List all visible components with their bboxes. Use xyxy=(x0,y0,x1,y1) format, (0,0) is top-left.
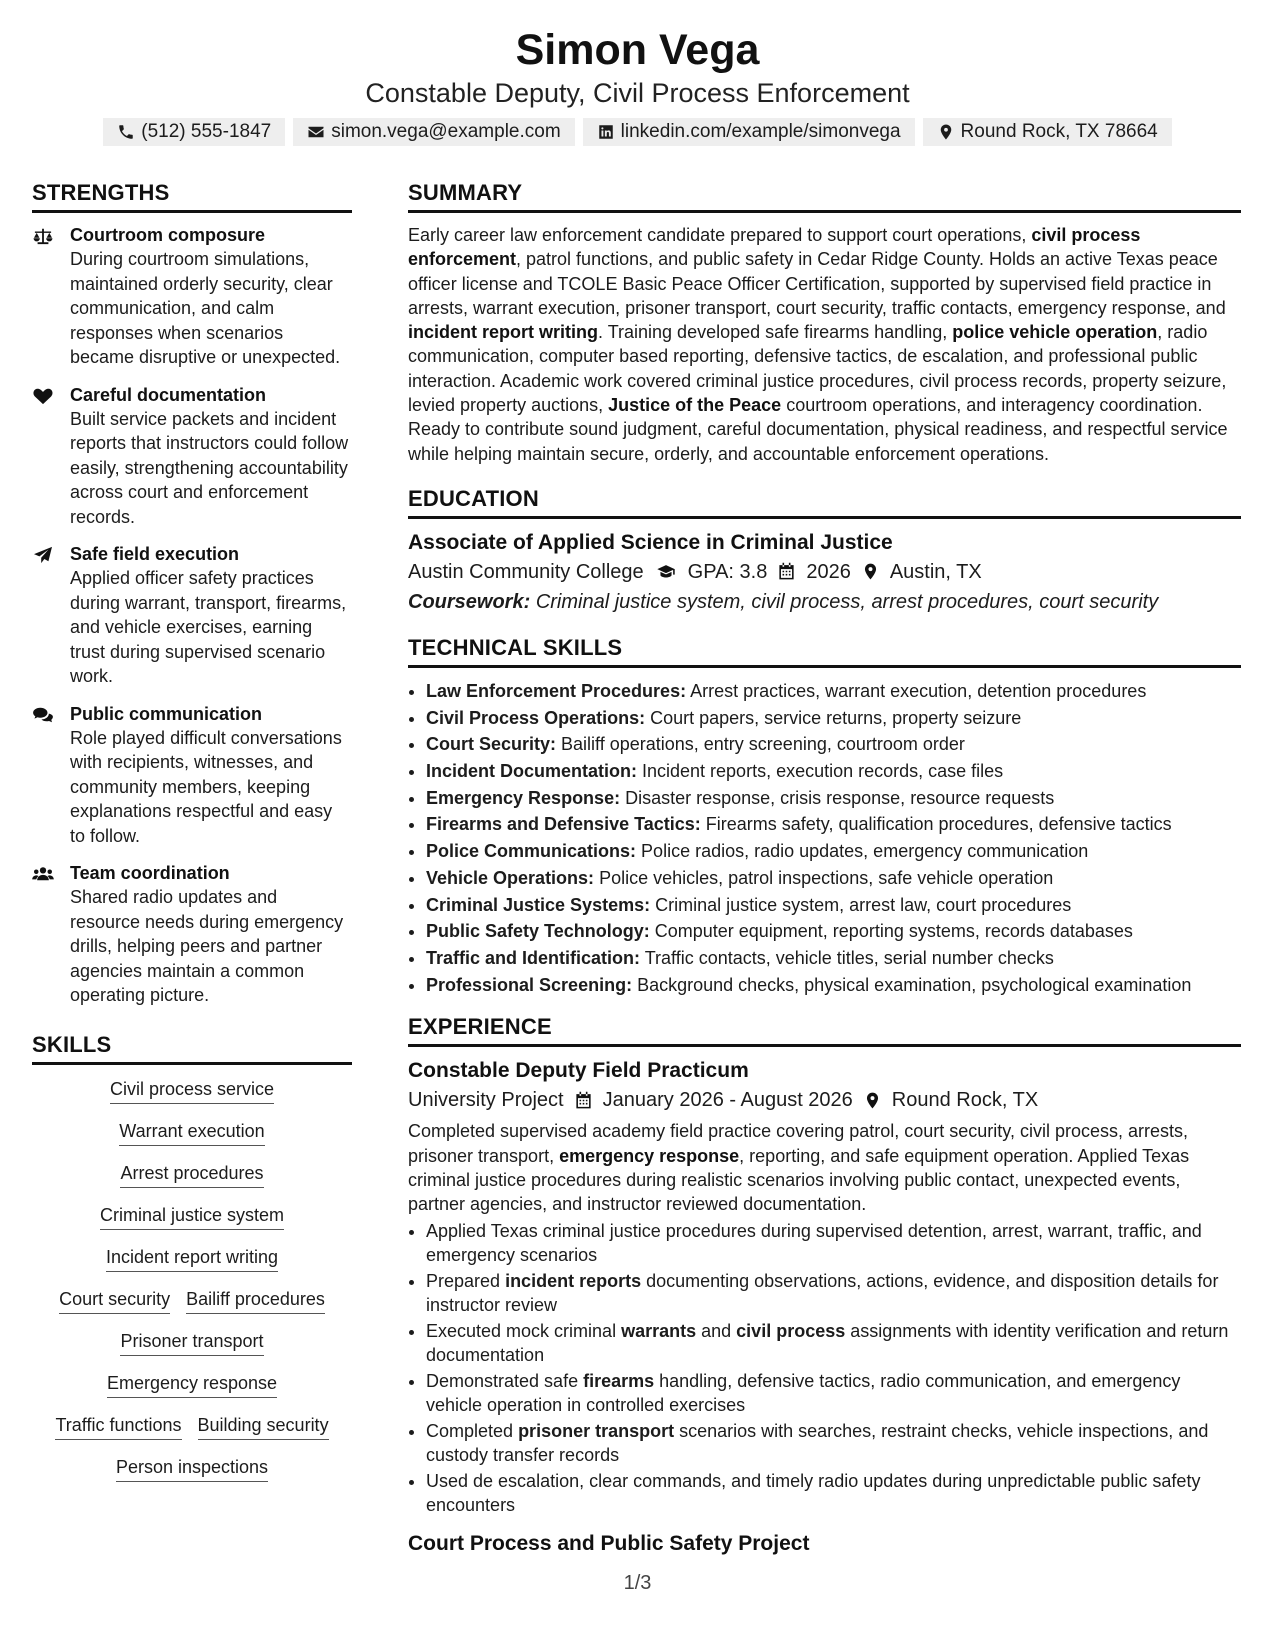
skill-tag: Arrest procedures xyxy=(120,1161,263,1188)
job-dates: January 2026 - August 2026 xyxy=(602,1089,853,1112)
job-title: Constable Deputy Field Practicum xyxy=(408,1059,749,1083)
job-bullet xyxy=(426,1419,1241,1468)
strength-description: Built service packets and incident reports that instructors could follow easily, strengthening accountability across court and enforcement records. xyxy=(70,408,349,527)
skill-row xyxy=(32,1077,352,1104)
emphasis-text: police vehicle operation xyxy=(952,322,1158,343)
candidate-title: Constable Deputy, Civil Process Enforcement xyxy=(365,78,910,108)
technical-skill-item xyxy=(426,785,1241,812)
school-location: Austin, TX xyxy=(889,560,982,583)
calendar-icon xyxy=(777,562,796,581)
job-bullets xyxy=(408,1219,1241,1518)
paper-plane-icon xyxy=(32,546,54,564)
coursework-label: Coursework: xyxy=(408,590,531,613)
technical-skill-label: Emergency Response: xyxy=(426,787,621,808)
strength-item xyxy=(32,223,352,370)
emphasis-text: civil process enforcement xyxy=(408,225,1141,270)
technical-skill-item xyxy=(426,705,1241,732)
technical-skill-label: Public Safety Technology: xyxy=(426,921,650,942)
job-bullet xyxy=(426,1469,1241,1518)
education-heading: EDUCATION xyxy=(408,484,1241,519)
job-bullet xyxy=(426,1369,1241,1418)
emphasis-text: emergency response xyxy=(559,1145,740,1166)
contact-text: simon.vega@example.com xyxy=(331,121,561,142)
technical-skill-item xyxy=(426,758,1241,785)
summary-text xyxy=(408,223,1241,466)
text-segment: Prepared xyxy=(426,1270,506,1291)
education-meta xyxy=(408,557,1241,587)
strength-item xyxy=(32,702,352,849)
text-segment: , patrol functions, and public safety in Cedar Ridge County. Holds an active Texas peace officer license and TCOLE Basic Peace Officer Certification, supported by supervised field practice in arrests, warrant execution, prisoner transport, court security, traffic contacts, emergency response, and xyxy=(408,249,1226,318)
text-segment: , reporting, and safe equipment operation. Applied Texas criminal justice procedures during realistic scenarios involving public contact, unexpected events, partner agencies, and instructor reviewed documentation. xyxy=(408,1145,1190,1215)
technical-skill-label: Incident Documentation: xyxy=(426,761,637,782)
technical-skill-value: Police radios, radio updates, emergency communication xyxy=(636,841,1089,862)
skill-tag: Bailiff procedures xyxy=(186,1287,325,1314)
comments-icon xyxy=(32,706,54,724)
skills-list xyxy=(32,1077,352,1482)
technical-skills-list xyxy=(408,678,1241,998)
strength-description: Applied officer safety practices during warrant, transport, firearms, and vehicle exercises, earning trust during supervised scenario work. xyxy=(70,568,347,686)
text-segment: Applied Texas criminal justice procedures during supervised detention, arrest, warrant, traffic, and emergency scenarios xyxy=(426,1220,1202,1265)
technical-skill-label: Firearms and Defensive Tactics: xyxy=(426,814,701,835)
emphasis-text: prisoner transport xyxy=(518,1420,675,1441)
contact-text: linkedin.com/example/simonvega xyxy=(620,121,901,142)
candidate-name: Simon Vega xyxy=(515,26,760,74)
emphasis-text: firearms xyxy=(583,1370,655,1391)
school-name: Austin Community College xyxy=(408,560,644,583)
strength-title: Safe field execution xyxy=(70,544,240,564)
technical-skill-value: Traffic contacts, vehicle titles, serial number checks xyxy=(640,948,1054,968)
strength-title: Careful documentation xyxy=(70,384,267,405)
summary-heading: SUMMARY xyxy=(408,178,1241,213)
heart-icon xyxy=(32,387,54,405)
technical-skill-label: Civil Process Operations: xyxy=(426,707,646,728)
resume-header xyxy=(0,24,1275,146)
job-bullet xyxy=(426,1319,1241,1368)
strength-title: Team coordination xyxy=(70,863,230,883)
right-column xyxy=(408,178,1241,1558)
envelope-icon xyxy=(307,123,325,141)
technical-skill-value: Computer equipment, reporting systems, records databases xyxy=(649,921,1133,942)
text-segment: handling, defensive tactics, radio communication, and emergency vehicle operation in controlled exercises xyxy=(426,1370,1181,1416)
coursework-list: Criminal justice system, civil process, arrest procedures, court security xyxy=(535,590,1159,613)
text-segment: Early career law enforcement candidate prepared to support court operations, xyxy=(408,225,1032,245)
contact-phone[interactable] xyxy=(103,118,285,146)
linkedin-icon xyxy=(597,123,615,141)
emphasis-text: civil process xyxy=(736,1320,846,1341)
skills-heading: SKILLS xyxy=(32,1030,352,1065)
technical-skill-value: Background checks, physical examination, psychological examination xyxy=(632,974,1192,995)
skill-tag: Warrant execution xyxy=(119,1119,264,1146)
gpa: GPA: 3.8 xyxy=(687,560,768,583)
job-meta xyxy=(408,1085,1241,1115)
strength-item xyxy=(32,383,352,530)
skill-tag: Incident report writing xyxy=(106,1245,278,1272)
contact-email[interactable] xyxy=(293,118,574,146)
balance-scale-icon xyxy=(32,227,54,245)
skill-row xyxy=(32,1203,352,1230)
strength-title: Public communication xyxy=(70,703,263,724)
technical-skill-item xyxy=(426,678,1241,705)
skill-tag: Person inspections xyxy=(116,1455,268,1482)
technical-skill-item xyxy=(426,972,1241,999)
technical-skill-item xyxy=(426,945,1241,972)
technical-skill-value: Police vehicles, patrol inspections, safe vehicle operation xyxy=(594,867,1054,888)
text-segment: , radio communication, computer based reporting, defensive tactics, de escalation, and professional public interaction. Academic work covered criminal justice procedures, civil process records, property seizure, levied property auctions, xyxy=(408,322,1227,416)
text-segment: and xyxy=(696,1320,737,1341)
skill-row xyxy=(32,1455,352,1482)
skill-tag: Emergency response xyxy=(107,1371,277,1398)
experience-heading: EXPERIENCE xyxy=(408,1012,1241,1047)
job-location: Round Rock, TX xyxy=(891,1089,1039,1112)
skill-tag: Traffic functions xyxy=(55,1413,181,1440)
technical-skill-value: Court papers, service returns, property seizure xyxy=(645,707,1022,728)
job-title: Court Process and Public Safety Project xyxy=(408,1531,810,1555)
text-segment: scenarios with searches, restraint checks, vehicle inspections, and custody transfer records xyxy=(426,1420,1209,1466)
skill-row xyxy=(32,1413,352,1440)
users-icon xyxy=(32,865,54,883)
technical-skill-label: Criminal Justice Systems: xyxy=(426,894,651,915)
contact-text: (512) 555-1847 xyxy=(141,121,272,142)
text-segment: documenting observations, actions, evidence, and disposition details for instructor review xyxy=(426,1270,1219,1315)
technical-skill-item xyxy=(426,865,1241,892)
map-marker-icon xyxy=(863,1091,882,1110)
calendar-icon xyxy=(574,1091,593,1110)
emphasis-text: warrants xyxy=(621,1320,697,1341)
skill-tag: Prisoner transport xyxy=(120,1329,263,1356)
strength-item xyxy=(32,542,352,689)
skill-row xyxy=(32,1329,352,1356)
strength-title: Courtroom composure xyxy=(70,225,266,245)
technical-skill-value: Firearms safety, qualification procedures, defensive tactics xyxy=(700,814,1172,835)
skill-row xyxy=(32,1245,352,1272)
degree-title: Associate of Applied Science in Criminal Justice xyxy=(408,530,893,554)
technical-skill-value: Disaster response, crisis response, resource requests xyxy=(620,787,1055,808)
text-segment: Executed mock criminal xyxy=(426,1320,622,1341)
emphasis-text: incident reports xyxy=(505,1270,642,1291)
skill-tag: Building security xyxy=(198,1413,329,1440)
skill-tag: Criminal justice system xyxy=(100,1203,284,1230)
emphasis-text: incident report writing xyxy=(408,322,599,343)
coursework xyxy=(408,587,1241,617)
map-marker-icon xyxy=(937,123,955,141)
strength-description: Role played difficult conversations with recipients, witnesses, and community members, keeping explanations respectful and easy to follow. xyxy=(70,727,342,846)
technical-skill-value: Criminal justice system, arrest law, court procedures xyxy=(650,894,1072,915)
job-org: University Project xyxy=(408,1089,564,1112)
job-bullet xyxy=(426,1219,1241,1268)
technical-skill-label: Professional Screening: xyxy=(426,974,633,995)
text-segment: Completed supervised academy field practice covering patrol, court security, civil process, arrests, prisoner transport, xyxy=(408,1121,1188,1166)
technical-skill-item xyxy=(426,892,1241,919)
phone-icon xyxy=(117,123,135,141)
emphasis-text: Justice of the Peace xyxy=(608,395,782,416)
text-segment: assignments with identity verification and return documentation xyxy=(426,1320,1229,1366)
technical-skill-value: Bailiff operations, entry screening, courtroom order xyxy=(556,734,965,755)
technical-skill-label: Court Security: xyxy=(426,734,557,755)
contact-linkedin[interactable] xyxy=(583,118,915,146)
skill-row xyxy=(32,1119,352,1146)
text-segment: Used de escalation, clear commands, and timely radio updates during unpredictable public safety encounters xyxy=(426,1471,1201,1516)
technical-skill-item xyxy=(426,918,1241,945)
technical-skill-item xyxy=(426,838,1241,865)
strength-description: During courtroom simulations, maintained orderly security, clear communication, and calm responses when scenarios became disruptive or unexpected. xyxy=(70,249,341,367)
skill-tag: Civil process service xyxy=(110,1077,274,1104)
technical-skill-label: Traffic and Identification: xyxy=(426,948,641,968)
text-segment: courtroom operations, and interagency coordination. Ready to contribute sound judgment, careful documentation, physical readiness, and respectful service while helping maintain secure, orderly, and accountable enforcement operations. xyxy=(408,395,1228,464)
left-column xyxy=(32,178,352,1497)
skill-row xyxy=(32,1161,352,1188)
job-bullet xyxy=(426,1269,1241,1318)
technical-skill-value: Arrest practices, warrant execution, detention procedures xyxy=(686,680,1147,701)
skill-row xyxy=(32,1287,352,1314)
graduation-cap-icon xyxy=(654,562,678,581)
job-summary xyxy=(408,1119,1241,1216)
technical-skill-label: Law Enforcement Procedures: xyxy=(426,680,687,701)
graduation-year: 2026 xyxy=(806,560,851,583)
technical-skill-label: Vehicle Operations: xyxy=(426,867,595,888)
map-marker-icon xyxy=(861,562,880,581)
text-segment: . Training developed safe firearms handling, xyxy=(598,322,953,343)
technical-skill-label: Police Communications: xyxy=(426,841,637,862)
contact-location[interactable] xyxy=(923,118,1172,146)
skill-tag: Court security xyxy=(59,1287,170,1314)
contact-bar xyxy=(0,118,1275,146)
strength-description: Shared radio updates and resource needs during emergency drills, helping peers and partner agencies maintain a common operating picture. xyxy=(70,887,344,1005)
technical-skill-item xyxy=(426,811,1241,838)
technical-skill-value: Incident reports, execution records, case files xyxy=(637,761,1004,782)
text-segment: Demonstrated safe xyxy=(426,1370,584,1391)
text-segment: Completed xyxy=(426,1420,519,1441)
technical-skills-heading: TECHNICAL SKILLS xyxy=(408,633,1241,668)
technical-skill-item xyxy=(426,731,1241,758)
contact-text: Round Rock, TX 78664 xyxy=(960,121,1158,142)
page-number: 1/3 xyxy=(623,1572,652,1594)
skill-row xyxy=(32,1371,352,1398)
strength-item xyxy=(32,861,352,1008)
strengths-heading: STRENGTHS xyxy=(32,178,352,213)
